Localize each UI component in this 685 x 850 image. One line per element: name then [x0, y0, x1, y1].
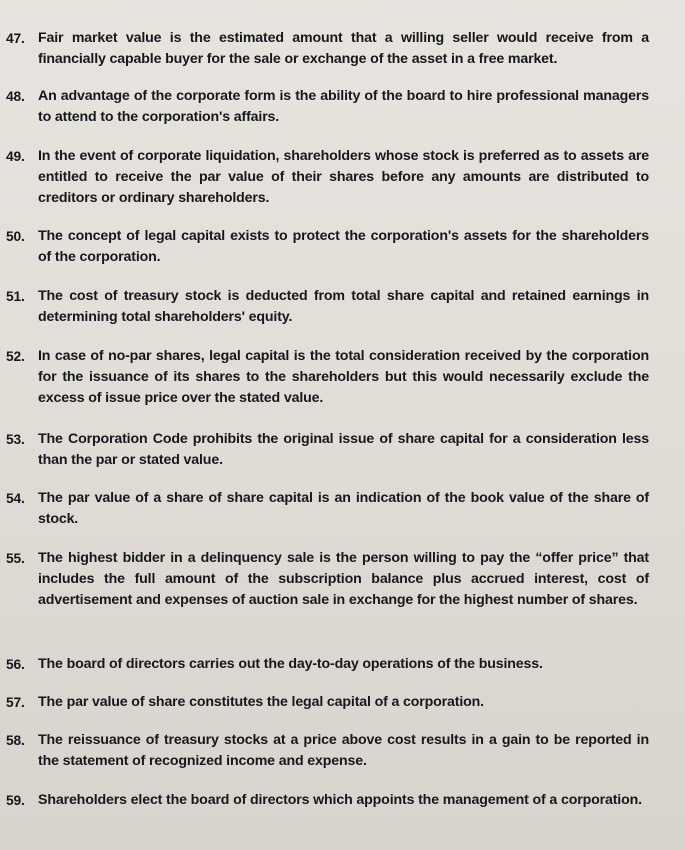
- item-number: 58.: [6, 733, 25, 748]
- item-text: The cost of treasury stock is deducted from total share capital and retained earnings in determining total shareholders' equity.: [38, 288, 649, 325]
- item-number: 49.: [6, 149, 25, 164]
- item-number: 53.: [6, 432, 25, 447]
- item-number: 59.: [6, 793, 25, 808]
- item-number: 56.: [6, 657, 25, 672]
- item-number: 50.: [6, 229, 25, 244]
- item-text: The par value of share constitutes the legal capital of a corporation.: [38, 694, 484, 710]
- statement-item-52: [6, 346, 649, 409]
- item-text: In the event of corporate liquidation, shareholders whose stock is preferred as to assets are entitled to receive the par value of their shares before any amounts are distributed to creditors or ordinary shareholders.: [38, 148, 649, 206]
- item-number: 48.: [6, 89, 25, 104]
- statement-item-51: [6, 286, 649, 328]
- statement-item-58: [6, 730, 649, 772]
- item-number: 57.: [6, 695, 25, 710]
- statement-item-56: [6, 654, 649, 675]
- item-text: An advantage of the corporate form is the ability of the board to hire professional managers to attend to the corporation's affairs.: [38, 88, 649, 125]
- statement-item-54: [6, 488, 649, 530]
- item-text: The par value of a share of share capital is an indication of the book value of the share of stock.: [38, 490, 649, 527]
- statement-item-57: [6, 692, 649, 713]
- item-number: 47.: [6, 31, 25, 46]
- item-number: 54.: [6, 491, 25, 506]
- item-text: The Corporation Code prohibits the original issue of share capital for a consideration less than the par or stated value.: [38, 431, 649, 468]
- statement-item-49: [6, 146, 649, 209]
- statement-item-48: [6, 86, 649, 128]
- item-text: The board of directors carries out the day-to-day operations of the business.: [38, 656, 543, 672]
- statement-item-50: [6, 226, 649, 268]
- item-text: In case of no-par shares, legal capital is the total consideration received by the corporation for the issuance of its shares to the shareholders but this would necessarily exclude the excess of issue price over the stated value.: [38, 348, 649, 406]
- statement-item-47: [6, 28, 649, 70]
- statement-item-59: [6, 790, 649, 811]
- item-text: Fair market value is the estimated amount that a willing seller would receive from a financially capable buyer for the sale or exchange of the asset in a free market.: [38, 30, 649, 67]
- item-text: The reissuance of treasury stocks at a price above cost results in a gain to be reported in the statement of recognized income and expense.: [38, 732, 649, 769]
- statement-item-53: [6, 429, 649, 471]
- item-text: The concept of legal capital exists to protect the corporation's assets for the shareholders of the corporation.: [38, 228, 649, 265]
- item-number: 52.: [6, 349, 25, 364]
- statement-item-55: [6, 548, 649, 611]
- item-number: 55.: [6, 551, 25, 566]
- item-text: Shareholders elect the board of directors which appoints the management of a corporation.: [38, 792, 642, 808]
- item-number: 51.: [6, 289, 25, 304]
- item-text: The highest bidder in a delinquency sale is the person willing to pay the “offer price” that includes the full amount of the subscription balance plus accrued interest, cost of advertisement and expenses of auction sale in exchange for the highest number of shares.: [38, 550, 649, 608]
